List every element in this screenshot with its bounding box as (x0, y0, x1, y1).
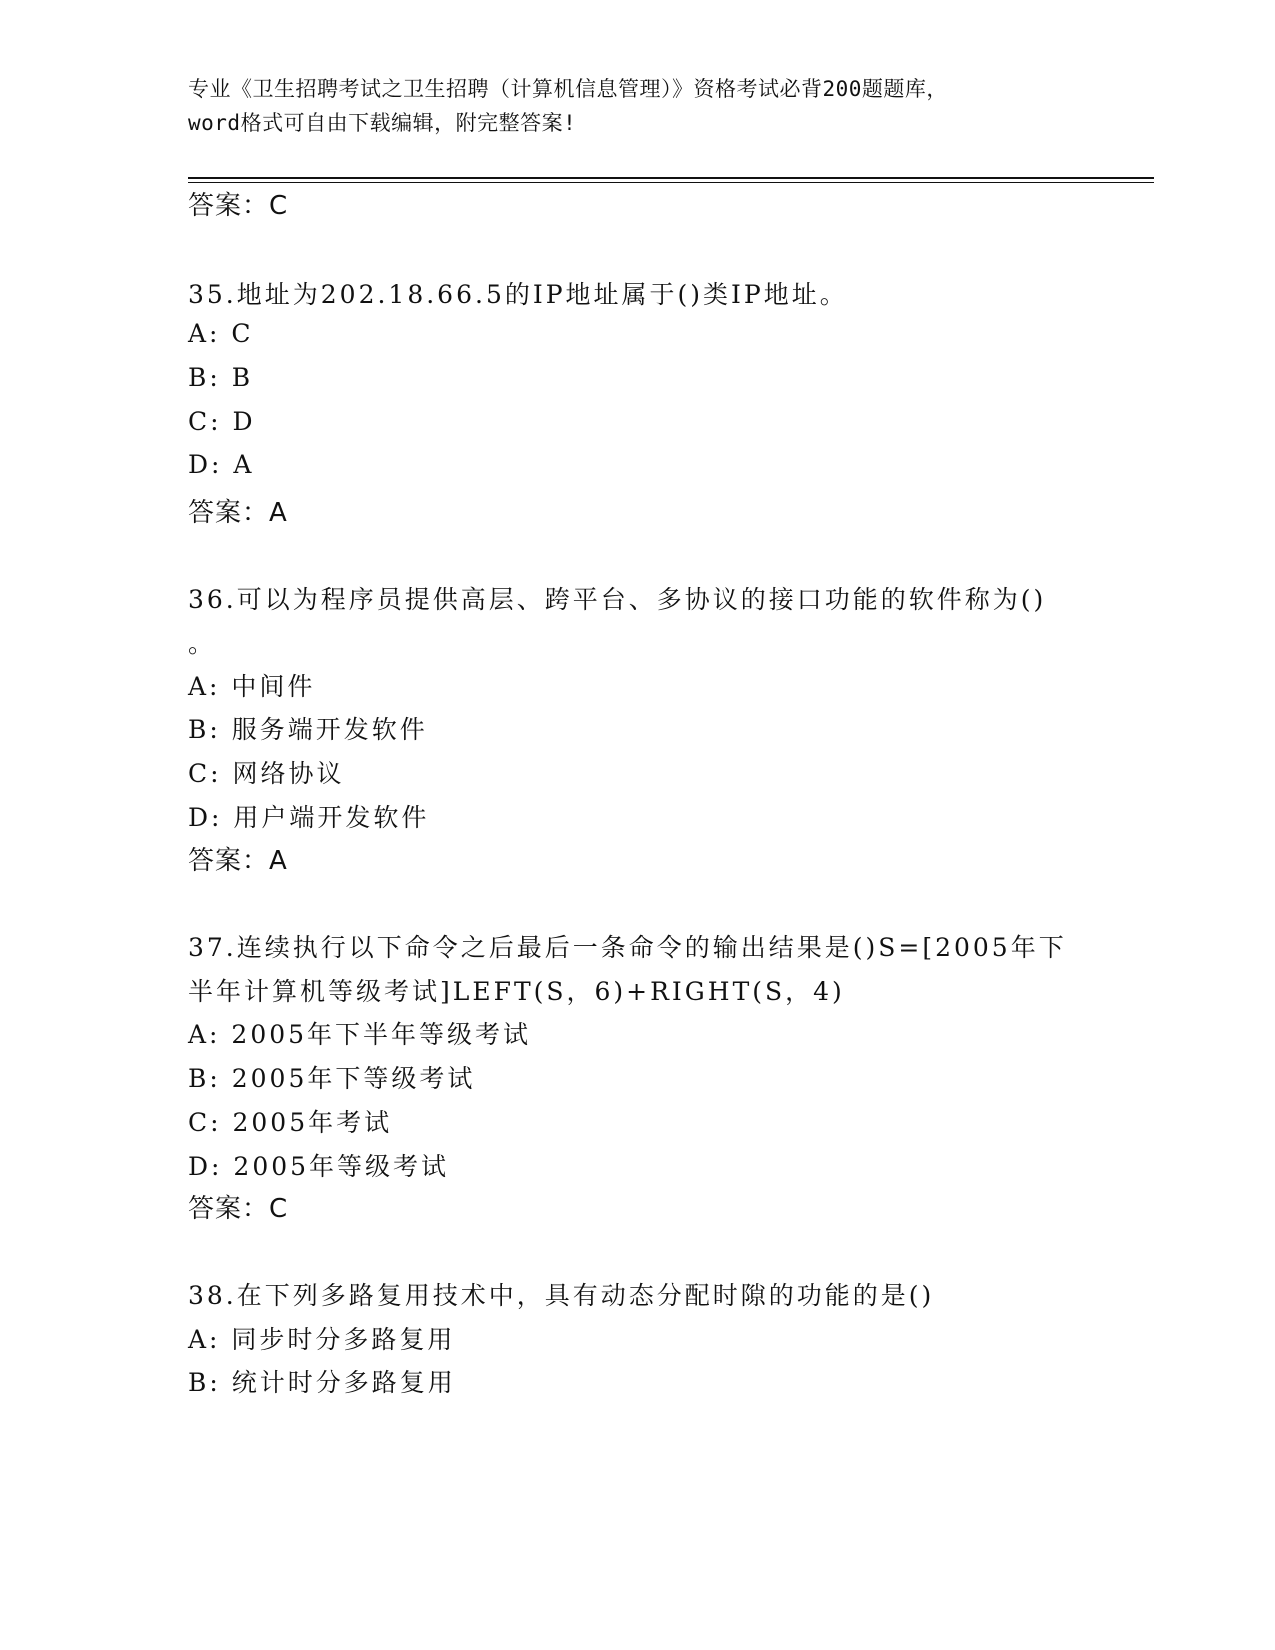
header-title-line2: word格式可自由下载编辑，附完整答案! (188, 111, 577, 135)
q35-option-c: C: D (188, 407, 256, 436)
q35-option-a: A: C (188, 319, 254, 348)
q38-option-b: B: 统计时分多路复用 (188, 1368, 456, 1397)
q36-option-b: B: 服务端开发软件 (188, 715, 428, 744)
header-divider-thin (188, 182, 1154, 183)
question-stem-38: 38.在下列多路复用技术中，具有动态分配时隙的功能的是() (188, 1281, 935, 1310)
q36-option-a: A: 中间件 (188, 672, 316, 701)
q35-option-b: B: B (188, 363, 254, 392)
header-divider-thick (188, 177, 1154, 179)
previous-answer: 答案：C (188, 191, 289, 221)
q36-option-d: D: 用户端开发软件 (188, 803, 430, 832)
q37-option-a: A: 2005年下半年等级考试 (188, 1020, 532, 1049)
q36-option-c: C: 网络协议 (188, 759, 345, 788)
q37-answer: 答案：C (188, 1194, 289, 1224)
question-stem-37: 37.连续执行以下命令之后最后一条命令的输出结果是()S=[2005年下 (188, 933, 1067, 962)
q37-option-d: D: 2005年等级考试 (188, 1152, 450, 1181)
q35-answer: 答案：A (188, 498, 288, 528)
question-stem-36-cont: 。 (188, 629, 217, 658)
q37-option-b: B: 2005年下等级考试 (188, 1064, 476, 1093)
question-stem-35: 35.地址为202.18.66.5的IP地址属于()类IP地址。 (188, 280, 848, 309)
question-stem-36: 36.可以为程序员提供高层、跨平台、多协议的接口功能的软件称为() (188, 585, 1047, 614)
document-header (188, 72, 1088, 140)
q37-option-c: C: 2005年考试 (188, 1108, 393, 1137)
header-title-line1: 专业《卫生招聘考试之卫生招聘（计算机信息管理）》资格考试必背200题题库， (188, 77, 948, 101)
question-stem-37-cont: 半年计算机等级考试]LEFT(S，6)+RIGHT(S，4) (188, 977, 845, 1006)
q35-option-d: D: A (188, 450, 255, 479)
q36-answer: 答案：A (188, 846, 288, 876)
q38-option-a: A: 同步时分多路复用 (188, 1325, 456, 1354)
